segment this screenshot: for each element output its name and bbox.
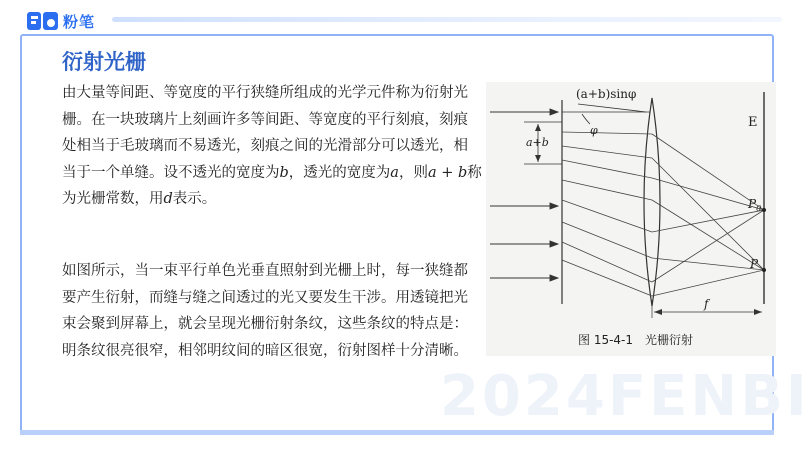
- spacing-label: a+b: [526, 136, 549, 149]
- screen-label: E: [748, 115, 758, 130]
- text-run: 称为光栅常数，用: [62, 164, 482, 207]
- page-title: 衍射光栅: [62, 50, 146, 74]
- point-p0-mark: [762, 208, 766, 212]
- variable-a: a: [390, 164, 399, 181]
- figure-caption: 图 15-4-1 光栅衍射: [578, 333, 694, 347]
- variable-b: b: [279, 164, 289, 181]
- focal-length-label: f: [704, 297, 709, 311]
- logo: [26, 10, 95, 32]
- path-difference-label: (a+b)sinφ: [576, 87, 637, 101]
- variable-d: d: [163, 191, 173, 207]
- point-p-mark: [762, 268, 766, 272]
- frame-bottom-accent: [20, 430, 774, 435]
- figure-background: [486, 82, 776, 356]
- paragraph-definition: [62, 80, 482, 213]
- point-p-label: P: [750, 257, 759, 271]
- logo-text: 粉笔: [63, 12, 96, 31]
- variable-a-plus-b: a + b: [427, 164, 468, 181]
- point-p0-label: $P_0$: [748, 197, 762, 213]
- watermark: 2024FENBI: [440, 364, 810, 429]
- text-run: 由大量等间距、等宽度的平行狭缝所组成的光学元件称为衍射光栅。在一块玻璃片上刻画许多等间距、等宽度的平行刻痕，刻痕处相当于毛玻璃而不易透光，刻痕之间的光滑部分可以透光，相当于一个单缝。设不透光的宽度为: [62, 85, 468, 181]
- text-run: ，则: [398, 164, 428, 181]
- fenbi-logo-icon: [26, 10, 60, 32]
- header-bar: [112, 17, 782, 22]
- grating-diagram: [486, 82, 776, 356]
- text-run: ，透光的宽度为: [288, 164, 391, 181]
- text-run: 表示。: [172, 191, 217, 207]
- angle-label: φ: [590, 124, 598, 137]
- paragraph-explanation: 如图所示，当一束平行单色光垂直照射到光栅上时，每一狭缝都要产生衍射，而缝与缝之间透过的光又要发生干涉。用透镜把光束会聚到屏幕上，就会呈现光栅衍射条纹，这些条纹的特点是：明条纹很亮很窄，相邻明纹间的暗区很宽，衍射图样十分清晰。: [62, 263, 468, 359]
